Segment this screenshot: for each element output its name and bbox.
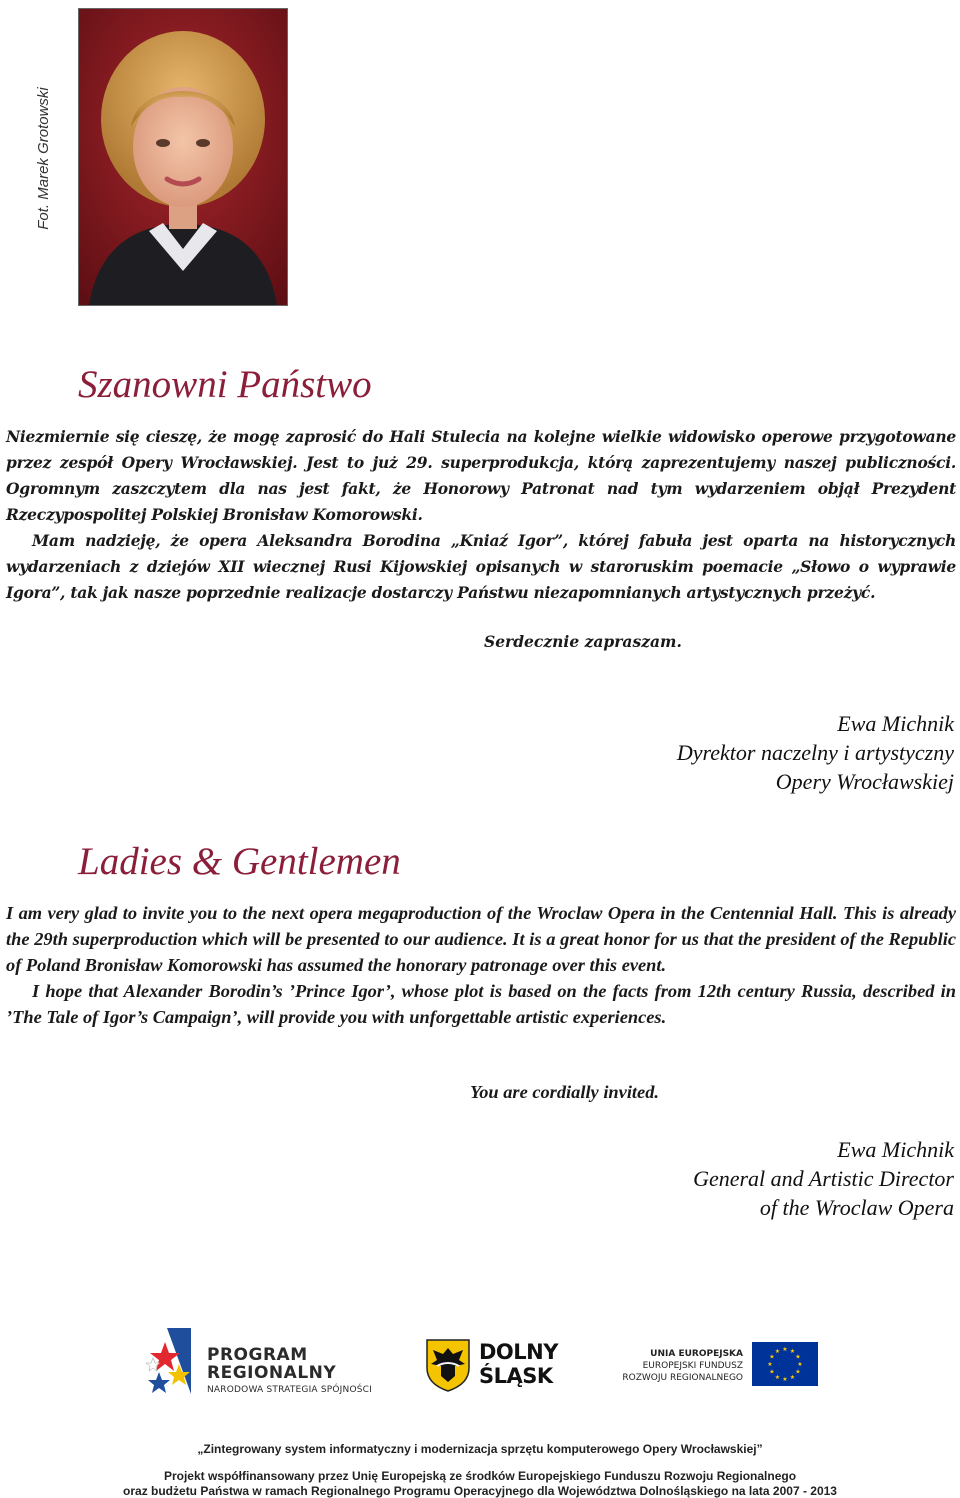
signature-name: Ewa Michnik: [837, 711, 954, 736]
signature-name: Ewa Michnik: [837, 1137, 954, 1162]
logo-program-regionalny: [145, 1328, 375, 1400]
signature-english: [693, 1135, 954, 1222]
footer-funding-line2: oraz budżetu Państwa w ramach Regionalnego Programu Operacyjnego dla Województwa Dolnośląskiego na lata 2007 - 2013: [123, 1484, 837, 1498]
eu-line1: UNIA EUROPEJSKA: [650, 1349, 743, 1359]
footer-funding-line1: Projekt współfinansowany przez Unię Europejską ze środków Europejskiego Funduszu Rozwoju Regionalnego: [163, 1469, 797, 1483]
svg-text:★: ★: [789, 1348, 796, 1355]
program-line2: REGIONALNY: [207, 1363, 337, 1383]
paragraph-polish-2: Mam nadzieję, że opera Aleksandra Borodina „Kniaź Igor”, której fabuła jest oparta na historycznych wydarzeniach z dziejów XII wiecznej Rusi Kijowskiej opisanych w staroruskim poemacie „Słowo o wyprawie Igora”, tak jak nasze poprzednie realizacje dostarczy Państwu niezapomnianych artystycznych przeżyć.: [6, 531, 956, 602]
svg-text:★: ★: [789, 1374, 796, 1381]
program-line1: PROGRAM: [207, 1345, 308, 1365]
paragraph-english-1: I am very glad to invite you to the next opera megaproduction of the Wroclaw Opera in the Centennial Hall. This is already the 29th superproduction which will be presented to our audience. It is a great honor for us that the president of the Republic of Poland Bronisław Komorowski has assumed the honorary patronage over this event.: [6, 903, 956, 975]
program-regionalny-icon: [145, 1328, 201, 1398]
paragraph-polish-1: Niezmiernie się cieszę, że mogę zaprosić do Hali Stulecia na kolejne wielkie widowisko operowe przygotowane przez zespół Opery Wrocławskiej. Jest to już 29. superprodukcja, którą zaprezentujemy naszej publiczności. Ogromnym zaszczytem dla nas jest fakt, że Honorowy Patronat nad tym wydarzeniem objął Prezydent Rzeczypospolitej Polskiej Bronisław Komorowski.: [6, 427, 956, 524]
closing-english: You are cordially invited.: [470, 1082, 659, 1102]
svg-text:★: ★: [769, 1353, 775, 1361]
svg-text:★: ★: [795, 1368, 801, 1376]
signature-org: Opery Wrocławskiej: [775, 769, 954, 794]
svg-text:★: ★: [797, 1361, 803, 1368]
program-regionalny-text: [207, 1346, 372, 1397]
body-polish: [6, 424, 956, 606]
paragraph-english-2: I hope that Alexander Borodin’s ’Prince Igor’, whose plot is based on the facts from 12th century Russia, described in ’The Tale of Igor’s Campaign’, will provide you with unforgettable artistic experiences.: [6, 981, 956, 1027]
ds-line2: ŚLĄSK: [479, 1364, 553, 1388]
svg-text:★: ★: [774, 1348, 781, 1355]
body-english: [6, 900, 956, 1030]
photo-credit: [14, 10, 72, 306]
ds-line1: DOLNY: [479, 1340, 558, 1364]
svg-text:★: ★: [774, 1374, 781, 1381]
svg-text:★: ★: [769, 1368, 775, 1376]
eu-line3: ROZWOJU REGIONALNEGO: [622, 1373, 743, 1383]
portrait-illustration: [79, 9, 287, 305]
footer-project-title: „Zintegrowany system informatyczny i modernizacja sprzętu komputerowego Opery Wrocławskiej”: [197, 1442, 763, 1456]
dolny-slask-eagle-icon: [425, 1338, 471, 1392]
portrait-photo: [78, 8, 288, 306]
photo-credit-text: Fot. Marek Grotowski: [34, 86, 52, 230]
heading-english: Ladies & Gentlemen: [78, 840, 401, 883]
svg-text:★: ★: [782, 1376, 788, 1383]
eu-line2: EUROPEJSKI FUNDUSZ: [642, 1361, 743, 1371]
program-line3: NARODOWA STRATEGIA SPÓJNOŚCI: [207, 1385, 372, 1395]
logo-dolny-slask: [425, 1338, 575, 1392]
signature-title: Dyrektor naczelny i artystyczny: [676, 740, 954, 765]
eu-text: [622, 1348, 743, 1384]
signature-org: of the Wroclaw Opera: [759, 1195, 954, 1220]
dolny-slask-text: [479, 1340, 558, 1388]
signature-polish: [677, 709, 954, 796]
heading-polish: Szanowni Państwo: [78, 363, 372, 406]
svg-text:★: ★: [767, 1361, 773, 1368]
closing-polish: Serdecznie zapraszam.: [484, 632, 682, 651]
signature-title: General and Artistic Director: [693, 1166, 954, 1191]
svg-text:★: ★: [795, 1353, 801, 1361]
svg-text:★: ★: [782, 1346, 788, 1353]
eu-flag-icon: [752, 1342, 818, 1386]
logo-unia-europejska: [622, 1342, 818, 1390]
